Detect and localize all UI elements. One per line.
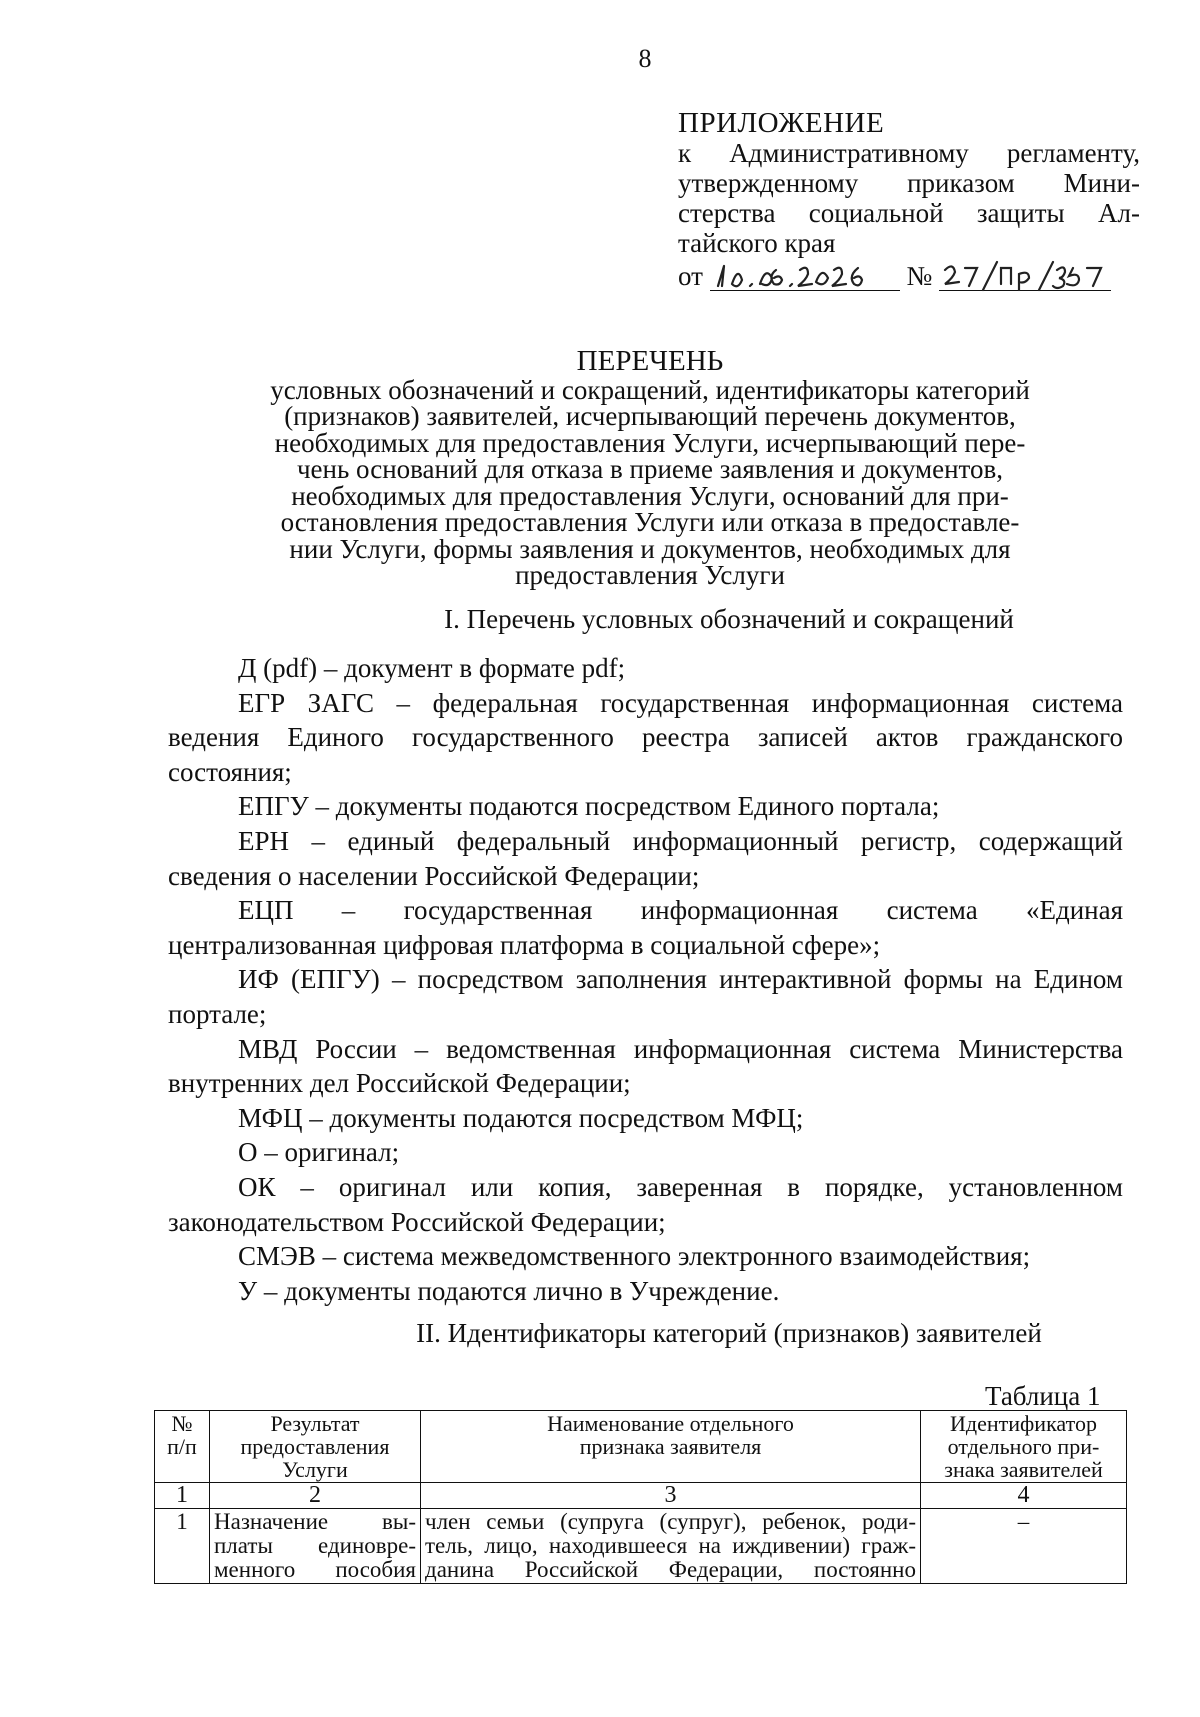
row-result: Назначение вы- платы единовре- менного пособия bbox=[210, 1509, 421, 1584]
appendix-block bbox=[678, 108, 1140, 291]
header-cell-identifier: Идентификатор отдельного при- знака заявителей bbox=[921, 1411, 1127, 1483]
heading-line: чень оснований для отказа в приеме заявления и документов, bbox=[296, 454, 1004, 484]
appendix-line: утвержденному приказом Мини- bbox=[678, 168, 1140, 198]
abbreviation-item: МФЦ – документы подаются посредством МФЦ; bbox=[238, 1102, 804, 1133]
table-header-row bbox=[155, 1411, 1127, 1483]
heading-title: ПЕРЕЧЕНЬ bbox=[576, 345, 724, 377]
row-feature: член семьи (супруга (супруг), ребенок, роди- тель, лицо, находившееся на иждивении) граж- данина Российской Федерации, постоянно bbox=[421, 1509, 921, 1584]
abbreviation-item: ИФ (ЕПГУ) – посредством заполнения интерактивной формы на Едином портале; bbox=[168, 964, 1123, 1029]
header-cell-result: Результат предоставления Услуги bbox=[210, 1411, 421, 1483]
handwritten-date bbox=[710, 260, 900, 291]
column-number: 2 bbox=[210, 1483, 421, 1509]
abbreviation-item: ЕПГУ – документы подаются посредством Единого портала; bbox=[238, 791, 940, 822]
table-row bbox=[155, 1509, 1127, 1584]
heading-line: условных обозначений и сокращений, идентификаторы категорий bbox=[270, 374, 1030, 405]
abbreviation-item: У – документы подаются лично в Учреждение. bbox=[238, 1275, 780, 1306]
page-number: 8 bbox=[638, 44, 652, 73]
appendix-line: тайского края bbox=[678, 228, 836, 258]
handwritten-number bbox=[939, 260, 1111, 291]
abbreviation-item: ЕГР ЗАГС – федеральная государственная информационная система ведения Единого государственного реестра записей актов гражданского состояния; bbox=[168, 687, 1123, 787]
document-heading bbox=[230, 345, 1070, 590]
handwritten-number-icon bbox=[939, 256, 1111, 296]
heading-line: необходимых для предоставления Услуги, оснований для при- bbox=[291, 480, 1009, 511]
order-date-number-row bbox=[678, 260, 1140, 291]
handwritten-date-icon bbox=[710, 256, 900, 296]
date-prefix: от bbox=[678, 261, 703, 291]
column-number-row bbox=[155, 1483, 1127, 1509]
heading-line: необходимых для предоставления Услуги, исчерпывающий пере- bbox=[274, 427, 1026, 458]
number-prefix: № bbox=[906, 261, 933, 291]
appendix-title: ПРИЛОЖЕНИЕ bbox=[678, 107, 885, 139]
abbreviations-list bbox=[168, 651, 1123, 1308]
row-identifier: – bbox=[921, 1509, 1127, 1584]
abbreviation-item: Д (pdf) – документ в формате pdf; bbox=[238, 653, 626, 683]
appendix-line: к Административному регламенту, bbox=[678, 138, 1140, 168]
applicant-categories-table bbox=[154, 1410, 1127, 1584]
column-number: 3 bbox=[421, 1483, 921, 1509]
abbreviation-item: МВД России – ведомственная информационная система Министерства внутренних дел Российской Федерации; bbox=[168, 1033, 1123, 1099]
abbreviation-item: СМЭВ – система межведомственного электронного взаимодействия; bbox=[238, 1241, 1031, 1272]
appendix-line: стерства социальной защиты Ал- bbox=[678, 198, 1140, 228]
column-number: 4 bbox=[921, 1483, 1127, 1509]
section-1-title: I. Перечень условных обозначений и сокращений bbox=[444, 604, 1014, 634]
row-number: 1 bbox=[155, 1509, 210, 1584]
abbreviation-item: ЕРН – единый федеральный информационный регистр, содержащий сведения о населении Российской Федерации; bbox=[168, 825, 1123, 891]
table-caption: Таблица 1 bbox=[985, 1381, 1101, 1411]
heading-line: (признаков) заявителей, исчерпывающий перечень документов, bbox=[284, 401, 1016, 431]
heading-line: нии Услуги, формы заявления и документов, необходимых для bbox=[289, 533, 1011, 564]
section-2-title: II. Идентификаторы категорий (признаков) заявителей bbox=[416, 1318, 1042, 1348]
abbreviation-item: О – оригинал; bbox=[238, 1137, 400, 1168]
heading-line: остановления предоставления Услуги или отказа в предоставле- bbox=[280, 507, 1020, 537]
header-cell-number: № п/п bbox=[155, 1411, 210, 1483]
column-number: 1 bbox=[155, 1483, 210, 1509]
heading-line: предоставления Услуги bbox=[515, 560, 785, 590]
abbreviation-item: ОК – оригинал или копия, заверенная в порядке, установленном законодательством Российской Федерации; bbox=[168, 1171, 1123, 1237]
header-cell-feature: Наименование отдельного признака заявителя bbox=[421, 1411, 921, 1483]
abbreviation-item: ЕЦП – государственная информационная система «Единая централизованная цифровая платформа в социальной сфере»; bbox=[168, 895, 1123, 960]
